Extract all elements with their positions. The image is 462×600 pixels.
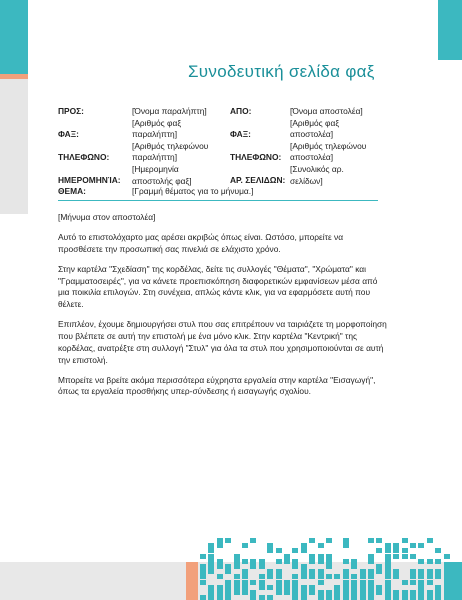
decor-pixel <box>242 559 248 564</box>
to-label: ΠΡΟΣ: <box>58 106 84 116</box>
recipient-phone-line1[interactable]: [Αριθμός τηλεφώνου <box>132 140 209 151</box>
decor-pixel <box>435 574 441 579</box>
decor-pixel <box>343 559 349 564</box>
decor-pixel <box>225 569 231 574</box>
decor-pixel <box>427 559 433 564</box>
decor-pixel <box>208 595 214 600</box>
decor-pixel <box>402 538 408 543</box>
decor-pixel <box>402 554 408 559</box>
message-body <box>58 212 388 406</box>
decor-pixel <box>267 585 273 590</box>
decor-bar-teal-left <box>0 0 28 74</box>
body-paragraph[interactable]: Μπορείτε να βρείτε ακόμα περισσότερα εύχρηστα εργαλεία στην καρτέλα "Εισαγωγή", όπως τα εργαλεία προσθήκης υπερ-σύνδεσης ή εισαγωγής σχολίου. <box>58 374 376 397</box>
decor-pixel <box>318 559 324 564</box>
decor-footer-orange <box>186 562 198 600</box>
decor-pixel <box>427 538 433 543</box>
decor-pixel <box>217 595 223 600</box>
decor-pixel <box>376 538 382 543</box>
decor-pixel <box>402 595 408 600</box>
decor-pixel <box>444 554 450 559</box>
decor-pixel <box>435 595 441 600</box>
decor-pixel <box>301 574 307 579</box>
decor-pixel <box>318 580 324 585</box>
decor-pixel <box>410 580 416 585</box>
decor-bar-teal-right <box>438 0 462 60</box>
decor-pixel <box>326 574 332 579</box>
decor-pixel <box>225 538 231 543</box>
decor-pixel <box>284 559 290 564</box>
decor-pixel <box>276 559 282 564</box>
decor-pixel <box>200 580 206 585</box>
body-paragraph[interactable]: Στην καρτέλα "Σχεδίαση" της κορδέλας, δείτε τις συλλογές "Θέματα", "Χρώματα" και "Γραμματοσειρές", για να κάνετε προεπισκόπηση διαφορετικών εμφανίσεων μέσα από μια ποικιλία επιλογών. Στη συνέχεια, απλώς κάντε κλικ, για να εφαρμόσετε αυτή που θέλετε. <box>58 263 378 310</box>
body-paragraph[interactable]: Επιπλέον, έχουμε δημιουργήσει στυλ που σας επιτρέπουν να ταιριάζετε τη μορφοποίηση που βλέπετε σε αυτή την επιστολή με ένα μόνο κλικ. Στην καρτέλα "Κεντρική" της κορδέλας, ανατρέξτε στη συλλογή "Στυλ" για όλα τα στυλ που χρησιμοποιούνται σε αυτή την επιστολή. <box>58 319 387 365</box>
decor-pixel <box>276 548 282 553</box>
decor-pixel <box>250 538 256 543</box>
page-count-line2[interactable]: σελίδων] <box>290 175 323 186</box>
decor-pixel <box>343 595 349 600</box>
decor-pixel <box>410 595 416 600</box>
date-label: ΗΜΕΡΟΜΗΝΊΑ: <box>58 175 121 185</box>
decor-pixel <box>368 538 374 543</box>
decor-pixel <box>250 564 256 569</box>
subject-value[interactable]: [Γραμμή θέματος για το μήνυμα.] <box>132 186 254 196</box>
decor-pixel <box>292 595 298 600</box>
decor-pixel <box>343 543 349 548</box>
decor-pixel <box>242 590 248 595</box>
decor-pixel <box>267 548 273 553</box>
decor-pixel <box>309 538 315 543</box>
decor-pixel <box>360 595 366 600</box>
decor-pixel <box>234 564 240 569</box>
send-date-line2[interactable]: αποστολής φαξ] <box>132 175 192 186</box>
decor-pixel <box>309 559 315 564</box>
decor-pixel <box>242 543 248 548</box>
decor-pixel <box>418 559 424 564</box>
decor-pixel <box>393 554 399 559</box>
decor-pixel <box>309 574 315 579</box>
decor-pixel <box>427 580 433 585</box>
decor-pixel <box>326 538 332 543</box>
decor-pixel <box>200 554 206 559</box>
fax-label-left: ΦΑΞ: <box>58 129 79 139</box>
decor-pixel <box>250 595 256 600</box>
decor-pixel <box>410 543 416 548</box>
decor-pixel <box>309 590 315 595</box>
decor-pixel <box>393 574 399 579</box>
recipient-phone-line2[interactable]: παραλήπτη] <box>132 152 178 163</box>
decor-pixel <box>418 543 424 548</box>
decor-pixel <box>225 595 231 600</box>
decor-pixel <box>326 595 332 600</box>
decor-pixel <box>250 580 256 585</box>
page-count-line1[interactable]: [Συνολικός αρ. <box>290 164 344 174</box>
decor-pixel <box>208 569 214 574</box>
decor-pixel <box>259 595 265 600</box>
recipient-fax-line2[interactable]: παραλήπτη] <box>132 129 178 140</box>
decor-pixel <box>217 564 223 569</box>
message-greeting[interactable]: [Μήνυμα στον αποστολέα] <box>58 212 156 222</box>
sender-phone-line1[interactable]: [Αριθμός τηλεφώνου <box>290 140 367 151</box>
decor-pixel <box>200 595 206 600</box>
decor-pixel <box>385 595 391 600</box>
decor-pixel <box>326 564 332 569</box>
decor-pixel <box>234 590 240 595</box>
decor-pixel <box>334 595 340 600</box>
decor-pixel <box>292 548 298 553</box>
decor-pixel <box>351 595 357 600</box>
decor-pixel <box>217 574 223 579</box>
decor-pixel <box>267 595 273 600</box>
sender-name[interactable]: [Όνομα αποστολέα] <box>290 106 363 116</box>
decor-pixel <box>435 548 441 553</box>
decor-pixel <box>334 574 340 579</box>
decor-pixel <box>368 559 374 564</box>
decor-pixel <box>393 595 399 600</box>
send-date-line1[interactable]: [Ημερομηνία <box>132 164 179 174</box>
decor-pixel <box>259 585 265 590</box>
decor-pixel <box>301 548 307 553</box>
decor-pixel <box>427 595 433 600</box>
recipient-fax-line1[interactable]: [Αριθμός φαξ <box>132 117 182 128</box>
decor-pixel <box>376 569 382 574</box>
sender-fax-line2[interactable]: αποστολέα] <box>290 129 334 140</box>
header-divider <box>58 200 378 201</box>
decor-pixel <box>318 543 324 548</box>
sender-phone-line2[interactable]: αποστολέα] <box>290 152 334 163</box>
decor-bar-grey-left <box>0 79 28 214</box>
phone-label-right: ΤΗΛΕΦΩΝΟ: <box>230 152 282 162</box>
from-label: ΑΠΟ: <box>230 106 252 116</box>
sender-fax-line1[interactable]: [Αριθμός φαξ <box>290 117 340 128</box>
decor-pixel <box>435 559 441 564</box>
pages-label: ΑΡ. ΣΕΛΙΔΩΝ: <box>230 175 286 185</box>
decor-pixel <box>418 595 424 600</box>
recipient-name[interactable]: [Όνομα παραλήπτη] <box>132 106 207 116</box>
decor-pixel <box>402 580 408 585</box>
subject-label: ΘΕΜΑ: <box>58 186 86 196</box>
phone-label-left: ΤΗΛΕΦΩΝΟ: <box>58 152 110 162</box>
fax-label-right: ΦΑΞ: <box>230 129 251 139</box>
decor-pixel <box>267 574 273 579</box>
decor-pixel <box>318 595 324 600</box>
decor-pixel <box>292 564 298 569</box>
decor-pixel <box>444 595 450 600</box>
decor-pixel <box>284 590 290 595</box>
decor-pixel <box>376 590 382 595</box>
decor-pixel <box>376 548 382 553</box>
decor-pixel <box>276 590 282 595</box>
decor-pixel <box>301 595 307 600</box>
page-title: Συνοδευτική σελίδα φαξ <box>188 62 375 81</box>
body-paragraph[interactable]: Αυτό το επιστολόχαρτο μας αρέσει ακριβώς όπως είναι. Ωστόσο, μπορείτε να προσθέσετε την προσωπική σας πινελιά σε ελάχιστο χρόνο. <box>58 231 344 254</box>
decor-pixel <box>351 564 357 569</box>
decor-pixel <box>217 543 223 548</box>
decor-pixel <box>368 595 374 600</box>
decor-pixel <box>259 564 265 569</box>
decor-pixel <box>410 554 416 559</box>
